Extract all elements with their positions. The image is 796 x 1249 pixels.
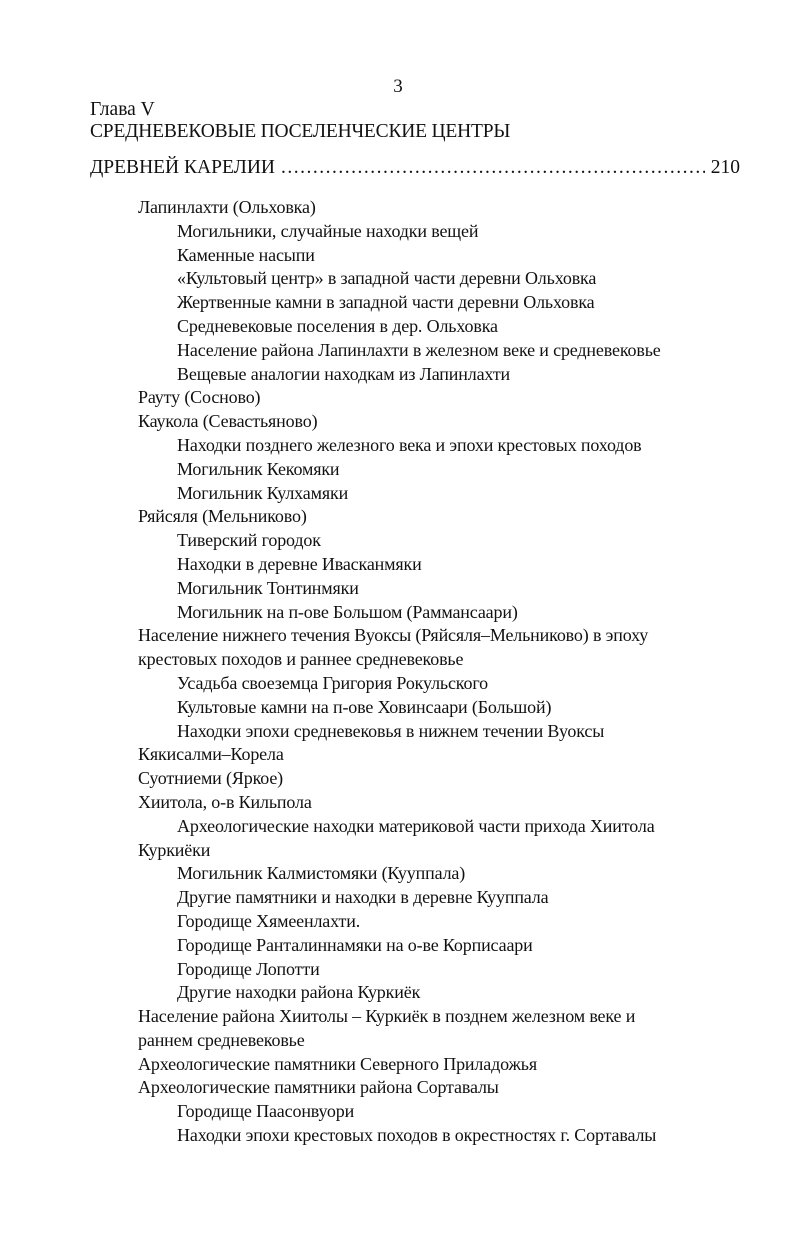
toc-entry-continuation: раннем средневековье (138, 1029, 305, 1050)
toc-entry: Население нижнего течения Вуоксы (Ряйсяля–Мельниково) в эпоху (138, 625, 649, 646)
toc-entry: Археологические памятники Северного Приладожья (138, 1053, 537, 1074)
chapter-title-text: ДРЕВНЕЙ КАРЕЛИИ (90, 157, 275, 178)
page-number: 3 (393, 76, 403, 97)
toc-entry: Ряйсяля (Мельниково) (138, 506, 307, 527)
chapter-title-line-1: СРЕДНЕВЕКОВЫЕ ПОСЕЛЕНЧЕСКИЕ ЦЕНТРЫ (90, 121, 511, 142)
toc-subentry: Могильник Кекомяки (177, 458, 340, 479)
toc-entry: Кякисалми–Корела (138, 744, 284, 765)
toc-subentry: «Культовый центр» в западной части деревни Ольховка (177, 268, 597, 289)
toc-subentry: Другие находки района Куркиёк (177, 982, 421, 1003)
chapter-label: Глава V (90, 99, 155, 120)
dot-leader (281, 157, 705, 179)
toc-subentry: Население района Лапинлахти в железном веке и средневековье (177, 339, 661, 360)
toc-subentry: Находки в деревне Ивасканмяки (177, 553, 422, 574)
toc-subentry: Городище Хямеенлахти. (177, 910, 361, 931)
toc-entry: Население района Хиитолы – Куркиёк в позднем железном веке и (138, 1006, 636, 1027)
toc-subentry: Могильники, случайные находки вещей (177, 220, 479, 241)
toc-entry: Суотниеми (Яркое) (138, 768, 284, 789)
toc-entry: Куркиёки (138, 839, 211, 860)
toc-subentry: Городище Лопотти (177, 958, 320, 979)
chapter-page-number: 210 (710, 157, 740, 178)
toc-subentry: Другие памятники и находки в деревне Кууппала (177, 887, 549, 908)
toc-entry: Каукола (Севастьяново) (138, 411, 318, 432)
toc-entry: Лапинлахти (Ольховка) (138, 197, 316, 217)
toc-entry-continuation: крестовых походов и раннее средневековье (138, 649, 464, 670)
toc-subentry: Вещевые аналогии находкам из Лапинлахти (177, 363, 511, 384)
table-of-contents (0, 196, 796, 1148)
toc-subentry: Могильник Тонтинмяки (177, 577, 359, 598)
toc-subentry: Могильник Калмистомяки (Кууппала) (177, 863, 466, 884)
toc-entry: Хиитола, о-в Кильпола (138, 791, 312, 812)
toc-subentry: Усадьба своеземца Григория Рокульского (177, 672, 488, 693)
toc-subentry: Городище Паасонвуори (177, 1101, 355, 1122)
toc-subentry: Могильник на п-ове Большом (Раммансаари) (177, 601, 518, 622)
toc-subentry: Находки эпохи средневековья в нижнем течении Вуоксы (177, 720, 605, 741)
toc-subentry: Средневековые поселения в дер. Ольховка (177, 315, 498, 336)
toc-subentry: Каменные насыпи (177, 244, 315, 265)
toc-subentry: Археологические находки материковой части прихода Хиитола (177, 815, 655, 836)
toc-subentry: Городище Ранталиннамяки на о-ве Корписаари (177, 934, 533, 955)
toc-subentry: Тиверский городок (177, 530, 321, 551)
toc-subentry: Жертвенные камни в западной части деревни Ольховка (177, 292, 595, 313)
chapter-title-line-2 (90, 157, 740, 183)
toc-subentry: Могильник Кулхамяки (177, 482, 349, 503)
toc-subentry: Культовые камни на п-ове Ховинсаари (Большой) (177, 696, 552, 717)
toc-entry: Рауту (Сосново) (138, 387, 261, 408)
toc-entry: Археологические памятники района Сортавалы (138, 1077, 499, 1098)
toc-subentry: Находки эпохи крестовых походов в окрестностях г. Сортавалы (177, 1125, 657, 1146)
toc-subentry: Находки позднего железного века и эпохи крестовых походов (177, 434, 642, 455)
